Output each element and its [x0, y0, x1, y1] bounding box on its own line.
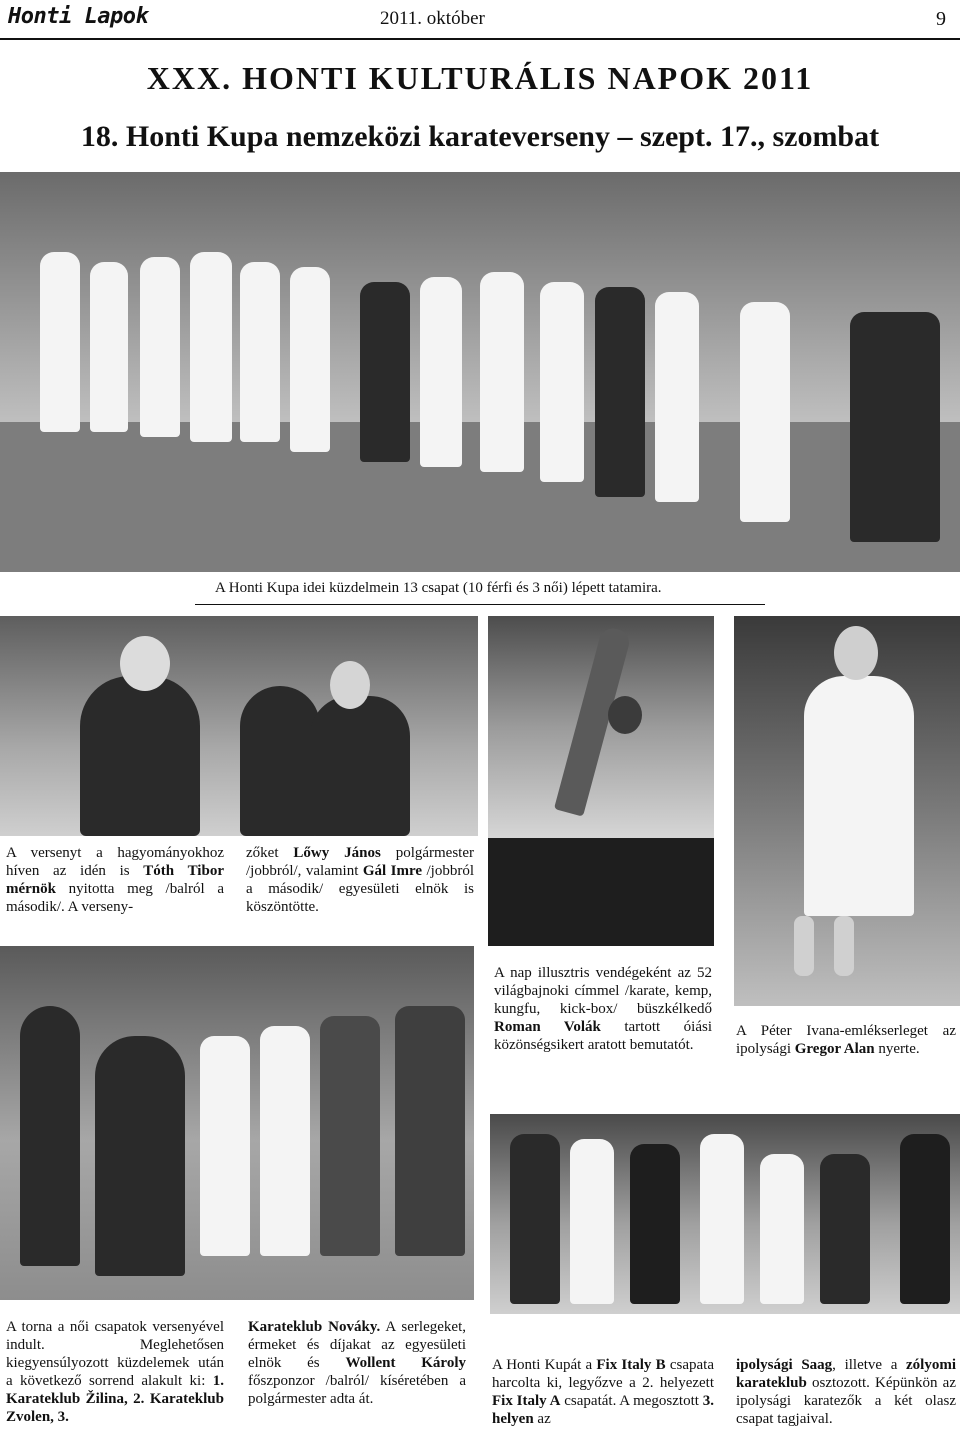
team-photo-caption: A Honti Kupa idei küzdelmein 13 csapat (10 férfi és 3 női) lépett tatamira.: [215, 580, 662, 596]
header-rule: [0, 38, 960, 40]
page-number: 9: [936, 8, 946, 30]
trophy-winner-photo: [734, 616, 960, 1006]
kick-photo-lower: [488, 838, 714, 946]
issue-date: 2011. október: [380, 8, 485, 29]
newspaper-brand: Honti Lapok: [8, 4, 149, 29]
sub-title: 18. Honti Kupa nemzeközi karateverseny – szept. 17., szombat: [80, 120, 880, 153]
main-title: XXX. HONTI KULTURÁLIS NAPOK 2011: [146, 60, 814, 96]
bottom-caption-2: Karateklub Nováky. A serlegeket, érmeket és díjakat az egyesületi elnök és Wollent Károly főszponzor /balról/ kíséretében a polgármester adta át.: [248, 1319, 466, 1407]
bottom-caption-4: ipolysági Saag, illetve a zólyomi karateklub osztozott. Képünkön az ipolysági karatezők a két olasz csapat tagjaival.: [736, 1357, 956, 1427]
mens-teams-award-photo: [490, 1114, 960, 1314]
opening-caption-right: zőket Lőwy János polgármester /jobbról/, valamint Gál Imre /jobbról a második/ egyesületi elnök is köszöntötte.: [246, 845, 474, 915]
bottom-caption-3: A Honti Kupát a Fix Italy B csapata harcolta ki, legyőzve a 2. helyezett Fix Italy A csapatát. A megosztott 3. helyen az: [492, 1357, 714, 1427]
caption-rule: [195, 604, 765, 605]
womens-team-award-photo: [0, 946, 474, 1300]
opening-speech-photo: [0, 616, 478, 836]
bottom-caption-1: A torna a női csapatok versenyével indult. Meglehetősen kiegyensúlyozott küzdelemek után a következő sorrend alakult ki: 1. Karateklub Žilina, 2. Karateklub Zvolen, 3.: [6, 1319, 224, 1425]
guest-demonstration-photo: [488, 616, 714, 838]
team-lineup-photo: [0, 172, 960, 572]
opening-caption-left: A versenyt a hagyományokhoz híven az idén is Tóth Tibor mérnök nyitotta meg /balról a második/. A verseny-: [6, 845, 224, 915]
guest-caption: A nap illusztris vendégeként az 52 világbajnoki címmel /karate, kemp, kungfu, kick-box/ büszkélkedő Roman Volák tartott óiási közönségsikert aratott bemutatót.: [494, 965, 712, 1053]
trophy-caption: A Péter Ivana-emlékserleget az ipolysági Gregor Alan nyerte.: [736, 1023, 956, 1057]
